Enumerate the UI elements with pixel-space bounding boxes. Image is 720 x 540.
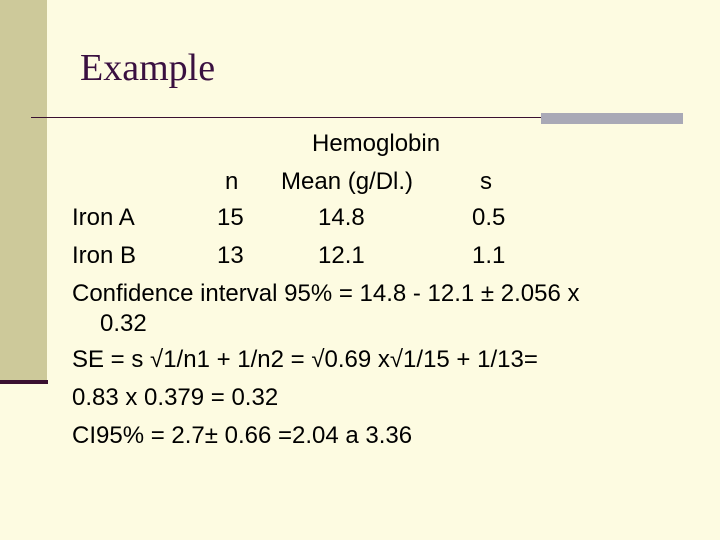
title-divider bbox=[31, 117, 541, 118]
product-line: 0.83 x 0.379 = 0.32 bbox=[72, 384, 279, 411]
column-header-s: s bbox=[480, 168, 492, 195]
confidence-interval-line: Confidence interval 95% = 14.8 - 12.1 ± 2.056 x bbox=[72, 280, 580, 307]
hemoglobin-header: Hemoglobin bbox=[312, 130, 441, 157]
standard-error-line: SE = s √1/n1 + 1/n2 = √0.69 x√1/15 + 1/13= bbox=[72, 346, 538, 373]
slide-title: Example bbox=[80, 47, 216, 89]
iron-b-s: 1.1 bbox=[472, 242, 506, 269]
iron-b-mean: 12.1 bbox=[318, 242, 365, 269]
row-label-iron-a: Iron A bbox=[72, 204, 135, 231]
iron-b-n: 13 bbox=[217, 242, 244, 269]
title-divider-accent bbox=[541, 113, 683, 124]
row-label-iron-b: Iron B bbox=[72, 242, 137, 269]
left-bar-accent bbox=[0, 380, 48, 384]
iron-a-s: 0.5 bbox=[472, 204, 506, 231]
left-decorative-bar bbox=[0, 0, 47, 380]
ci-result-line: CI95% = 2.7± 0.66 =2.04 a 3.36 bbox=[72, 422, 413, 449]
iron-a-mean: 14.8 bbox=[318, 204, 365, 231]
column-header-n: n bbox=[225, 168, 239, 195]
iron-a-n: 15 bbox=[217, 204, 244, 231]
column-header-mean: Mean (g/Dl.) bbox=[281, 168, 414, 195]
confidence-interval-continuation: 0.32 bbox=[100, 310, 147, 337]
